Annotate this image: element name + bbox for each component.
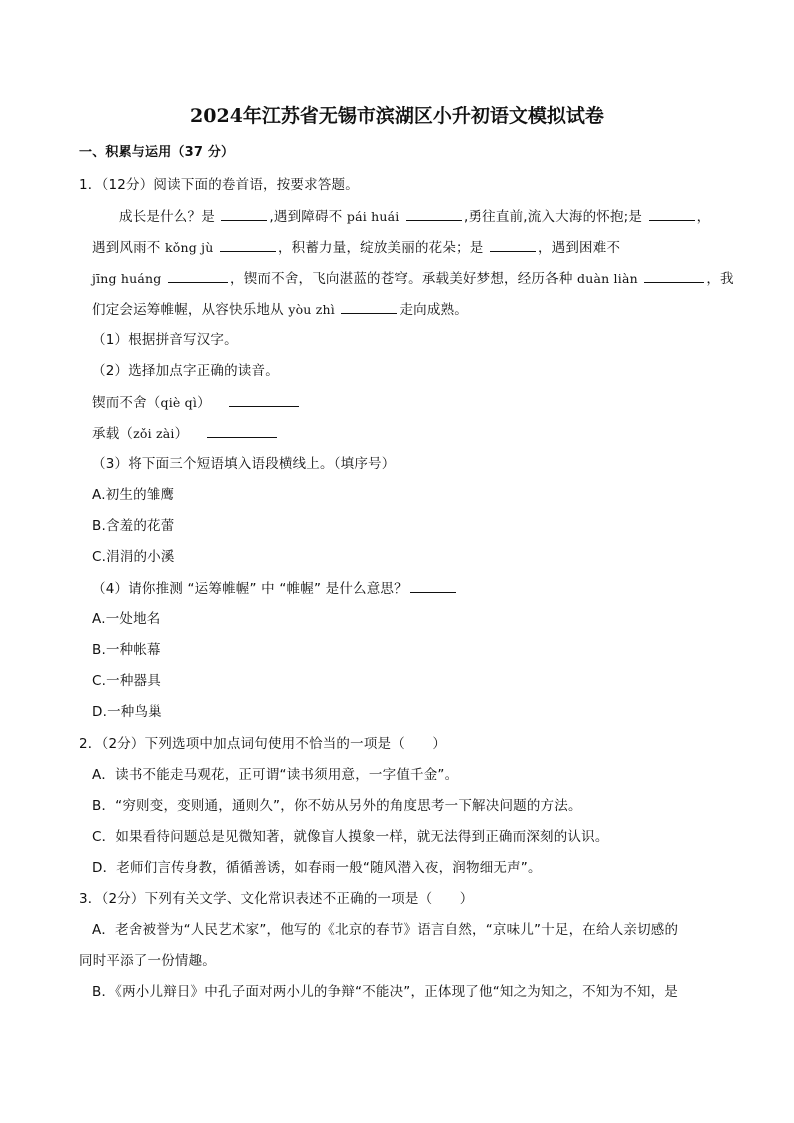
passage-text: ，我	[706, 271, 734, 287]
q1-sub3-option-c: C.涓涓的小溪	[92, 549, 175, 565]
q1-sub4-option-b: B.一种帐幕	[92, 642, 161, 658]
question-3-stem: 3．（2分）下列有关文学、文化常识表述不正确的一项是（ ）	[79, 891, 474, 907]
q1-sub3-option-b: B.含羞的花蕾	[92, 518, 175, 534]
q3-option-a-line-2: 同时平添了一份情趣。	[79, 953, 216, 969]
q1-sub2-item-b	[92, 423, 279, 444]
item-text: ）	[174, 426, 189, 442]
q1-sub-question-1: （1）根据拼音写汉字。	[92, 332, 238, 348]
passage-text: ，	[696, 209, 711, 225]
passage-text: 成长是什么？是	[119, 209, 215, 225]
section-heading: 一、积累与运用（37 分）	[79, 145, 235, 160]
q1-passage-line-3	[92, 268, 734, 289]
q1-sub4-option-c: C.一种器具	[92, 673, 161, 689]
pinyin: kǒng jù	[165, 240, 214, 255]
q2-option-b: B．“穷则变，变则通，通则久”，你不妨从另外的角度思考一下解决问题的方法。	[92, 798, 582, 814]
q3-option-b-line-1: B．《两小儿辩日》中孔子面对两小儿的争辩“不能决”，正体现了他“知之为知之，不知为不知，是	[92, 984, 678, 1000]
passage-text: 遇到风雨不	[92, 240, 161, 256]
passage-text: ,勇往直前,流入大海的怀抱;是	[463, 209, 643, 225]
answer-blank[interactable]	[229, 392, 299, 407]
answer-blank[interactable]	[221, 206, 267, 221]
q1-sub3-option-a: A.初生的雏鹰	[92, 487, 175, 503]
item-text: 承载（	[92, 426, 134, 442]
item-text: （4）请你推测 “运筹帷幄” 中 “帷幄” 是什么意思？	[92, 581, 408, 597]
q1-sub4-option-a: A.一处地名	[92, 611, 161, 627]
passage-text: ，遇到困难不	[537, 240, 621, 256]
question-2-stem: 2．（2分）下列选项中加点词句使用不恰当的一项是（ ）	[79, 736, 447, 752]
answer-blank[interactable]	[410, 578, 456, 593]
passage-text: ,遇到障碍不	[269, 209, 343, 225]
q2-option-c: C．如果看待问题总是见微知著，就像盲人摸象一样，就无法得到正确而深刻的认识。	[92, 829, 609, 845]
passage-text: 走向成熟。	[399, 302, 468, 318]
pinyin: zǒi zài	[133, 426, 175, 441]
q1-sub4-option-d: D.一种鸟巢	[92, 704, 162, 720]
passage-text: ，锲而不舍，飞向湛蓝的苍穹。承载美好梦想，经历各种	[230, 271, 573, 287]
answer-blank[interactable]	[168, 268, 228, 283]
q1-sub-question-2: （2）选择加点字正确的读音。	[92, 363, 279, 379]
item-text: 锲而不舍（	[92, 395, 161, 411]
q1-passage-line-4	[92, 299, 468, 320]
q2-option-a: A．读书不能走马观花，正可谓“读书须用意，一字值千金”。	[92, 767, 459, 783]
answer-blank[interactable]	[406, 206, 462, 221]
passage-text: ，积蓄力量，绽放美丽的花朵；是	[277, 240, 484, 256]
pinyin: duàn liàn	[577, 271, 638, 286]
q3-option-a-line-1: A．老舍被誉为“人民艺术家”，他写的《北京的春节》语言自然，“京味儿”十足，在给人亲切感的	[92, 922, 679, 938]
answer-blank[interactable]	[220, 237, 276, 252]
q2-option-d: D．老师们言传身教，循循善诱，如春雨一般“随风潜入夜，润物细无声”。	[92, 860, 542, 876]
answer-blank[interactable]	[644, 268, 704, 283]
answer-blank[interactable]	[649, 206, 695, 221]
question-1-stem: 1．（12分）阅读下面的卷首语，按要求答题。	[79, 177, 359, 193]
q1-passage-line-2	[92, 237, 620, 258]
pinyin: yòu zhì	[288, 302, 335, 317]
pinyin: jīng huáng	[92, 271, 162, 286]
passage-text: 们定会运筹帷幄，从容快乐地从	[92, 302, 284, 318]
page-title: 2024年江苏省无锡市滨湖区小升初语文模拟试卷	[190, 105, 604, 127]
pinyin: pái huái	[346, 209, 400, 224]
answer-blank[interactable]	[207, 423, 277, 438]
q1-passage-line-1	[119, 206, 710, 227]
pinyin: qiè qì	[160, 395, 198, 410]
answer-blank[interactable]	[490, 237, 536, 252]
item-text: ）	[197, 395, 211, 411]
q1-sub-question-3: （3）将下面三个短语填入语段横线上。（填序号）	[92, 456, 396, 472]
q1-sub2-item-a	[92, 392, 301, 413]
answer-blank[interactable]	[341, 299, 397, 314]
q1-sub-question-4	[92, 578, 458, 599]
